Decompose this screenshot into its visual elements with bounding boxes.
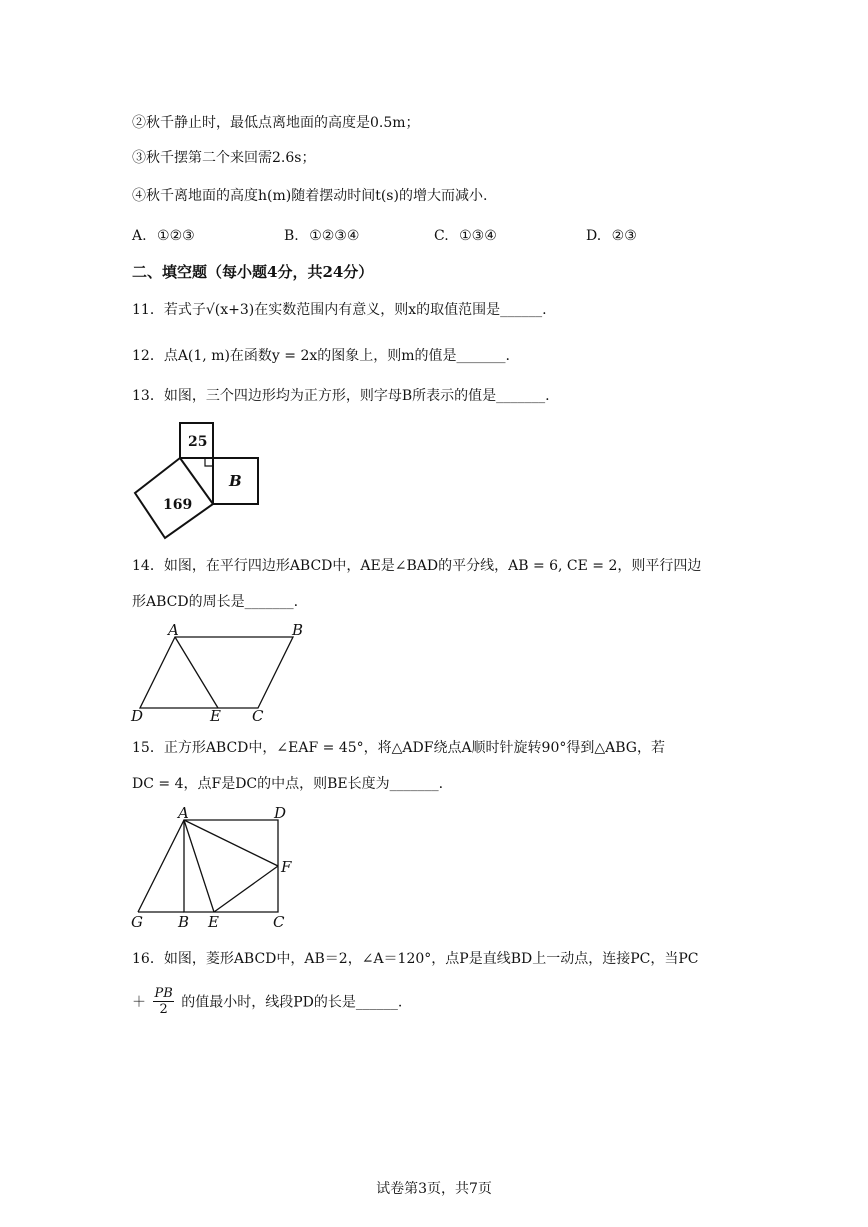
figure-15 bbox=[128, 802, 308, 932]
fig15-segment-ef bbox=[214, 866, 278, 912]
fig15-segment-af bbox=[184, 820, 278, 866]
fig15-label-f: F bbox=[281, 858, 292, 876]
option-d-key: D. bbox=[586, 228, 602, 244]
option-d-value: ②③ bbox=[611, 228, 637, 244]
fig13-label-b: B bbox=[229, 472, 242, 490]
fig15-label-g: G bbox=[131, 913, 143, 931]
option-b-value: ①②③④ bbox=[309, 228, 360, 244]
question-16-rest: 的值最小时，线段PD的长是______. bbox=[181, 994, 403, 1011]
question-11: 11．若式子√(x+3)在实数范围内有意义，则x的取值范围是______. bbox=[132, 302, 547, 318]
statement-4: ④秋千离地面的高度h(m)随着摆动时间t(s)的增大而减小. bbox=[132, 188, 488, 204]
fig14-label-d: D bbox=[131, 707, 144, 725]
statement-2: ②秋千静止时，最低点离地面的高度是0.5m； bbox=[132, 115, 420, 131]
question-13: 13．如图，三个四边形均为正方形，则字母B所表示的值是_______. bbox=[132, 388, 550, 404]
option-c-value: ①③④ bbox=[459, 228, 497, 244]
option-a bbox=[132, 228, 195, 244]
fig14-segment-ae bbox=[175, 637, 218, 708]
option-b bbox=[284, 228, 359, 244]
option-a-value: ①②③ bbox=[157, 228, 195, 244]
fig14-parallelogram bbox=[140, 637, 293, 708]
option-c bbox=[434, 228, 497, 244]
fig15-segment-ag bbox=[138, 820, 184, 912]
fig15-label-b: B bbox=[178, 913, 190, 931]
figure-14 bbox=[128, 620, 328, 725]
statement-3: ③秋千摆第二个来回需2.6s； bbox=[132, 150, 316, 166]
fig14-label-c: C bbox=[252, 707, 264, 725]
question-16-plus: ＋ bbox=[132, 994, 146, 1011]
option-b-key: B. bbox=[284, 228, 299, 244]
option-c-key: C. bbox=[434, 228, 449, 244]
fig15-segment-ae bbox=[184, 820, 214, 912]
page-footer: 试卷第3页，共7页 bbox=[376, 1181, 492, 1197]
question-14-line-2: 形ABCD的周长是_______. bbox=[132, 594, 299, 610]
fig15-label-e: E bbox=[208, 913, 219, 931]
fig15-square-abcd bbox=[184, 820, 278, 912]
question-12: 12．点A(1, m)在函数y = 2x的图象上，则m的值是_______. bbox=[132, 348, 510, 364]
question-15-line-1: 15．正方形ABCD中，∠EAF = 45°，将△ADF绕点A顺时针旋转90°得到△ABG，若 bbox=[132, 740, 665, 756]
option-d bbox=[586, 228, 637, 244]
question-16-line-2 bbox=[132, 986, 402, 1017]
question-16-fraction-numerator: PB bbox=[154, 986, 173, 1001]
fig13-label-169: 169 bbox=[163, 497, 193, 513]
fig13-label-25: 25 bbox=[188, 434, 208, 450]
fig14-label-e: E bbox=[210, 707, 221, 725]
fig15-label-a: A bbox=[178, 804, 189, 822]
figure-13 bbox=[130, 420, 270, 545]
fig14-label-b: B bbox=[292, 621, 304, 639]
fig15-label-c: C bbox=[273, 913, 285, 931]
section-title: 二、填空题（每小题4分，共24分） bbox=[132, 263, 374, 281]
question-16-fraction-denominator: 2 bbox=[159, 1002, 168, 1017]
question-16-line-1: 16．如图，菱形ABCD中，AB＝2，∠A＝120°，点P是直线BD上一动点，连接PC，当PC bbox=[132, 951, 699, 967]
question-16-fraction bbox=[153, 986, 173, 1017]
question-15-line-2: DC = 4，点F是DC的中点，则BE长度为_______. bbox=[132, 776, 444, 792]
question-14-line-1: 14．如图，在平行四边形ABCD中，AE是∠BAD的平分线，AB = 6, CE = 2，则平行四边 bbox=[132, 558, 702, 574]
fig15-label-d: D bbox=[274, 804, 287, 822]
fig14-label-a: A bbox=[168, 621, 179, 639]
fig13-right-angle-mark bbox=[205, 458, 213, 466]
option-a-key: A. bbox=[132, 228, 147, 244]
